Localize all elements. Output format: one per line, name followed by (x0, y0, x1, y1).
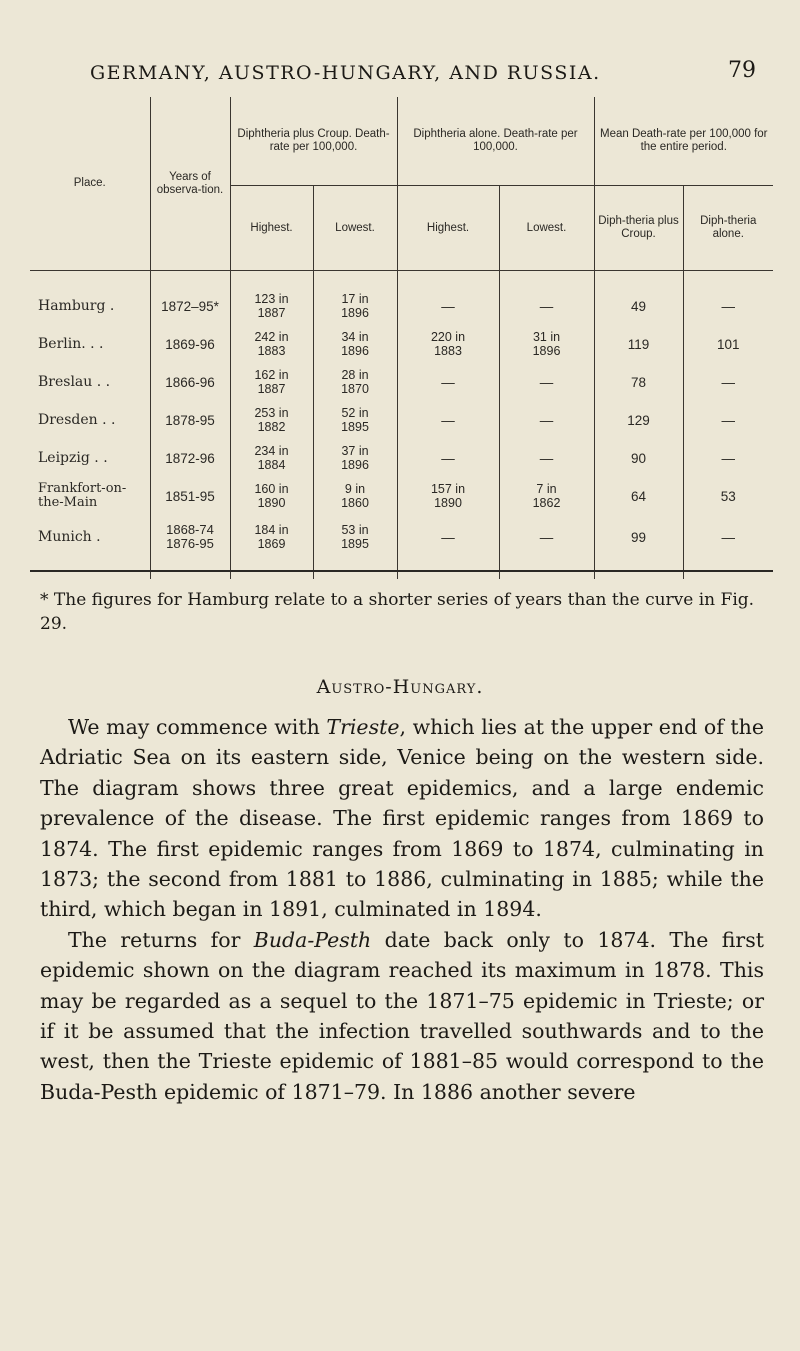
footnote: * The figures for Hamburg relate to a shorter series of years than the curve in Fig. 29. (40, 590, 755, 634)
years-cell: 1851-95 (150, 477, 230, 515)
dpc-lowest-cell: 37 in 1896 (313, 439, 397, 477)
dpc-lowest-cell: 34 in 1896 (313, 325, 397, 363)
years-cell: 1878-95 (150, 401, 230, 439)
header-mean-plus-croup: Diph-theria plus Croup. (594, 186, 683, 271)
dpc-highest-cell: 234 in 1884 (230, 439, 313, 477)
table-row (30, 271, 773, 326)
place-cell: Munich . (30, 515, 150, 579)
mean-dpc-cell: 119 (594, 325, 683, 363)
header-lowest-alone: Lowest. (499, 186, 594, 271)
dpc-lowest-cell: 17 in 1896 (313, 271, 397, 326)
place-cell: Berlin. . . (30, 325, 150, 363)
header-mean-death-rate: Mean Death-rate per 100,000 for the entire period. (594, 97, 773, 186)
place-cell: Dresden . . (30, 401, 150, 439)
mean-dpc-cell: 78 (594, 363, 683, 401)
header-mean-alone: Diph-theria alone. (683, 186, 773, 271)
dpc-lowest-cell: 52 in 1895 (313, 401, 397, 439)
years-cell: 1868-74 1876-95 (150, 515, 230, 579)
paragraph: We may commence with Trieste, which lies at the upper end of the Adriatic Sea on its eastern side, Venice being on the western side. The diagram shows three great epidemics, and a large endemic prevalence of the disease. The first epidemic ranges from 1869 to 1874. The first epidemic ranges from 1869 to 1874, culminating in 1873; the second from 1881 to 1886, culminating in 1885; while the third, which began in 1891, culminated in 1894. (40, 715, 764, 922)
place-cell: Frankfort-on-the-Main (30, 477, 150, 515)
diphtheria-table (30, 97, 773, 579)
da-highest-cell: — (397, 515, 499, 579)
header-place: Place. (30, 97, 150, 271)
mean-dpc-cell: 99 (594, 515, 683, 579)
da-highest-cell: — (397, 363, 499, 401)
dpc-lowest-cell: 28 in 1870 (313, 363, 397, 401)
years-cell: 1872-96 (150, 439, 230, 477)
da-lowest-cell: — (499, 439, 594, 477)
place-cell: Leipzig . . (30, 439, 150, 477)
mean-da-cell: — (721, 412, 735, 428)
place-name-trieste: Trieste (326, 715, 400, 739)
header-lowest: Lowest. (313, 186, 397, 271)
table-row (30, 477, 773, 515)
da-lowest-cell: 31 in 1896 (499, 325, 594, 363)
da-highest-cell: — (397, 401, 499, 439)
mean-da-cell: — (721, 529, 735, 545)
mean-da-cell: 101 (716, 336, 740, 352)
da-lowest-cell: 7 in 1862 (499, 477, 594, 515)
dpc-highest-cell: 160 in 1890 (230, 477, 313, 515)
table-row (30, 401, 773, 439)
da-lowest-cell: — (499, 401, 594, 439)
da-lowest-cell: — (499, 271, 594, 326)
dpc-highest-cell: 253 in 1882 (230, 401, 313, 439)
page-number: 79 (728, 58, 756, 83)
table-row (30, 325, 773, 363)
table-row (30, 363, 773, 401)
dpc-lowest-cell: 53 in 1895 (313, 515, 397, 579)
years-cell: 1872–95* (150, 271, 230, 326)
header-diphtheria-plus-croup: Diphtheria plus Croup. Death-rate per 100,000. (230, 97, 397, 186)
table-bottom-rule (30, 570, 773, 572)
dpc-highest-cell: 162 in 1887 (230, 363, 313, 401)
dpc-lowest-cell: 9 in 1860 (313, 477, 397, 515)
dpc-highest-cell: 184 in 1869 (230, 515, 313, 579)
da-highest-cell: 157 in 1890 (397, 477, 499, 515)
dpc-highest-cell: 123 in 1887 (230, 271, 313, 326)
section-heading: Austro-Hungary. (316, 676, 484, 698)
years-cell: 1866-96 (150, 363, 230, 401)
body-text (40, 712, 764, 1107)
mean-da-cell: — (721, 374, 735, 390)
da-lowest-cell: — (499, 515, 594, 579)
da-lowest-cell: — (499, 363, 594, 401)
mean-dpc-cell: 49 (594, 271, 683, 326)
paragraph: The returns for Buda-Pesth date back only to 1874. The first epidemic shown on the diagram reached its maximum in 1878. This may be regarded as a sequel to the 1871–75 epidemic in Trieste; or if it be assumed that the infection travelled southwards and to the west, then the Trieste epidemic of 1881–85 would correspond to the Buda-Pesth epidemic of 1871–79. In 1886 another severe (40, 927, 764, 1104)
running-head: GERMANY, AUSTRO-HUNGARY, AND RUSSIA. (90, 62, 601, 84)
dpc-highest-cell: 242 in 1883 (230, 325, 313, 363)
header-diphtheria-alone: Diphtheria alone. Death-rate per 100,000. (397, 97, 594, 186)
header-highest: Highest. (230, 186, 313, 271)
mean-da-cell: — (721, 450, 735, 466)
years-cell: 1869-96 (150, 325, 230, 363)
da-highest-cell: — (397, 439, 499, 477)
place-name-buda-pesth: Buda-Pesth (253, 927, 372, 952)
mean-da-cell: 53 (720, 488, 736, 504)
header-highest-alone: Highest. (397, 186, 499, 271)
da-highest-cell: 220 in 1883 (397, 325, 499, 363)
table-row (30, 439, 773, 477)
da-highest-cell: — (397, 271, 499, 326)
place-cell: Hamburg . (30, 271, 150, 326)
mean-dpc-cell: 129 (594, 401, 683, 439)
mean-da-cell: — (721, 298, 735, 314)
mean-dpc-cell: 64 (594, 477, 683, 515)
header-years: Years of observa-tion. (150, 97, 230, 271)
mean-dpc-cell: 90 (594, 439, 683, 477)
place-cell: Breslau . . (30, 363, 150, 401)
